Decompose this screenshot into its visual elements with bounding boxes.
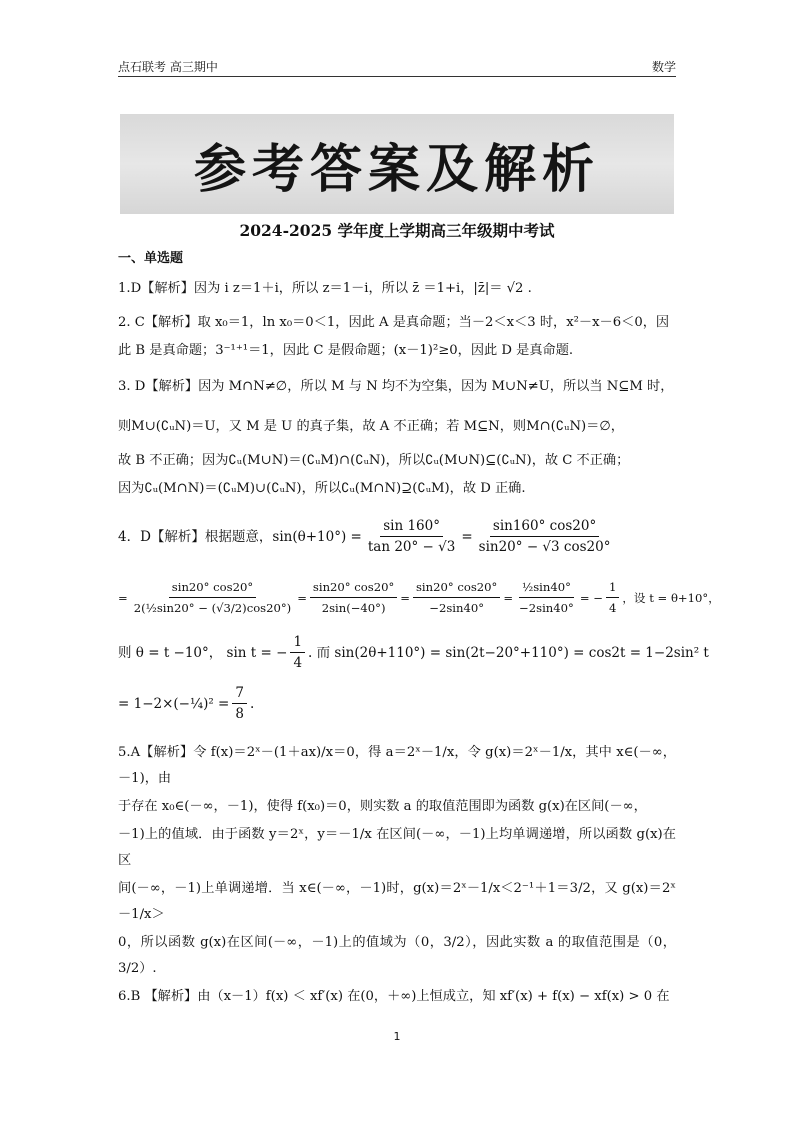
- q4-f3-num: sin20° cos20°: [169, 577, 256, 598]
- answer-q3-line4: 因为∁ᵤ(M∩N)＝(∁ᵤM)∪(∁ᵤN)，所以∁ᵤ(M∩N)⊇(∁ᵤM)，故 D 正确.: [118, 481, 526, 496]
- q4-line3-b: . 而 sin(2θ+110°) = sin(2t−20°+110°) = cos2t = 1−2sin² t: [308, 644, 709, 661]
- page-header: [118, 56, 676, 76]
- answer-q5-line4: 间(－∞，－1)上单调递增．当 x∈(－∞，－1)时，g(x)＝2ˣ－1/x＜2⁻¹＋1＝3/2，又 g(x)＝2ˣ－1/x＞: [118, 881, 676, 922]
- answer-content: [118, 246, 720, 1018]
- q4-f7-den: 4: [608, 601, 617, 615]
- q4-f2-num: sin160° cos20°: [490, 516, 599, 537]
- q4-fraction-1: [365, 516, 458, 557]
- q4-f2-den: sin20° − √3 cos20°: [478, 539, 611, 555]
- answer-q3-line1: 3. D【解析】因为 M∩N≠∅，所以 M 与 N 均不为空集，因为 M∪N≠U，所以当 N⊆M 时，: [118, 379, 674, 394]
- q4-fraction-3: [131, 577, 294, 618]
- q4-fraction-6: [516, 577, 577, 618]
- q4-f8-num: 1: [290, 632, 305, 653]
- q4-f9-num: 7: [232, 683, 247, 704]
- q4-f8-den: 4: [293, 655, 303, 671]
- banner-title: 参考答案及解析: [193, 138, 600, 200]
- q4-fraction-7: [606, 577, 619, 618]
- q4-f6-den: −2sin40°: [519, 601, 574, 615]
- answer-q2-line1: 2. C【解析】取 x₀＝1，ln x₀＝0＜1，因此 A 是真命题；当－2＜x＜3 时，x²－x－6＜0，因: [118, 315, 670, 330]
- q4-f1-num: sin 160°: [380, 516, 443, 537]
- q4-eq2: =: [297, 590, 307, 605]
- answer-q5-line5: 0，所以函数 g(x)在区间(－∞，－1)上的值域为（0，3/2），因此实数 a 的取值范围是（0，3/2）.: [118, 935, 676, 976]
- q4-fraction-9: [232, 683, 247, 724]
- q4-f1-den: tan 20° − √3: [367, 539, 456, 555]
- q4-fraction-8: [290, 632, 305, 673]
- answer-q4-line3: [118, 632, 709, 673]
- answer-q5-line1: 5.A【解析】令 f(x)＝2ˣ－(1＋ax)/x＝0，得 a＝2ˣ－1/x，令 g(x)＝2ˣ－1/x，其中 x∈(－∞，－1)，由: [118, 745, 676, 786]
- q4-f4-den: 2sin(−40°): [321, 601, 386, 615]
- q4-f5-num: sin20° cos20°: [413, 577, 500, 598]
- exam-title: 2024-2025 学年度上学期高三年级期中考试: [239, 221, 555, 240]
- answer-q3-line3: 故 B 不正确；因为∁ᵤ(M∪N)＝(∁ᵤM)∩(∁ᵤN)，所以∁ᵤ(M∪N)⊆(∁ᵤN)，故 C 不正确；: [118, 453, 630, 468]
- q4-eq3: =: [400, 590, 410, 605]
- q4-eq4: =: [503, 590, 514, 605]
- q4-lead2: =: [118, 590, 128, 605]
- answer-q1: 1.D【解析】因为 i z＝1＋i，所以 z＝1－i，所以 z̄ ＝1+i，|z̄|＝ √2 .: [118, 281, 532, 296]
- q4-fraction-5: [413, 577, 500, 618]
- q4-f7-num: 1: [606, 577, 619, 598]
- q4-f6-num: ½sin40°: [519, 577, 574, 598]
- q4-f9-den: 8: [235, 706, 244, 722]
- q4-eq1: =: [461, 528, 473, 545]
- q4-tail2: ，设 t = θ+10°，: [622, 590, 720, 605]
- q4-f4-num: sin20° cos20°: [310, 577, 397, 598]
- header-divider: [118, 76, 676, 77]
- q4-line3-a: 则 θ = t −10°， sin t = −: [118, 644, 288, 661]
- q4-eq5: = −: [579, 590, 603, 605]
- page-number: 1: [393, 1030, 401, 1043]
- q4-f3-den: 2(½sin20° − (√3/2)cos20°): [133, 601, 292, 615]
- answer-q4-line2: [118, 577, 720, 618]
- answer-q4-line4: [118, 683, 676, 724]
- answer-q3-line2: 则M∪(∁ᵤN)＝U，又 M 是 U 的真子集，故 A 不正确；若 M⊆N，则M∩(∁ᵤN)＝∅，: [118, 419, 624, 434]
- q4-line4-b: .: [249, 695, 255, 712]
- header-right-text: 数学: [651, 60, 676, 74]
- header-left-text: 点石联考 高三期中: [118, 60, 218, 74]
- section-title: 一、单选题: [118, 251, 184, 266]
- q4-fraction-4: [310, 577, 397, 618]
- answer-q2-line2: 此 B 是真命题；3⁻¹⁺¹＝1，因此 C 是假命题；(x－1)²≥0，因此 D 是真命题.: [118, 343, 574, 358]
- answer-q5-line3: －1)上的值域．由于函数 y＝2ˣ，y＝－1/x 在区间(－∞，－1)上均单调递增，所以函数 g(x)在区: [118, 827, 676, 868]
- answer-q4-line1: [118, 516, 676, 557]
- q4-fraction-2: [476, 516, 614, 557]
- answer-q5-line2: 于存在 x₀∈(－∞，－1)，使得 f(x₀)＝0，则实数 a 的取值范围即为函数 g(x)在区间(－∞，: [118, 799, 647, 814]
- q4-line4-a: = 1−2×(−¼)² =: [118, 695, 230, 712]
- q4-intro: 4．D【解析】根据题意，sin(θ+10°) =: [118, 528, 362, 545]
- q4-f5-den: −2sin40°: [429, 601, 485, 615]
- title-banner: [120, 114, 674, 214]
- answer-q6-line1: 6.B 【解析】由（x－1）f(x) ＜ xf′(x) 在(0，＋∞)上恒成立，知 xf′(x) + f(x) − xf(x) > 0 在: [118, 989, 670, 1004]
